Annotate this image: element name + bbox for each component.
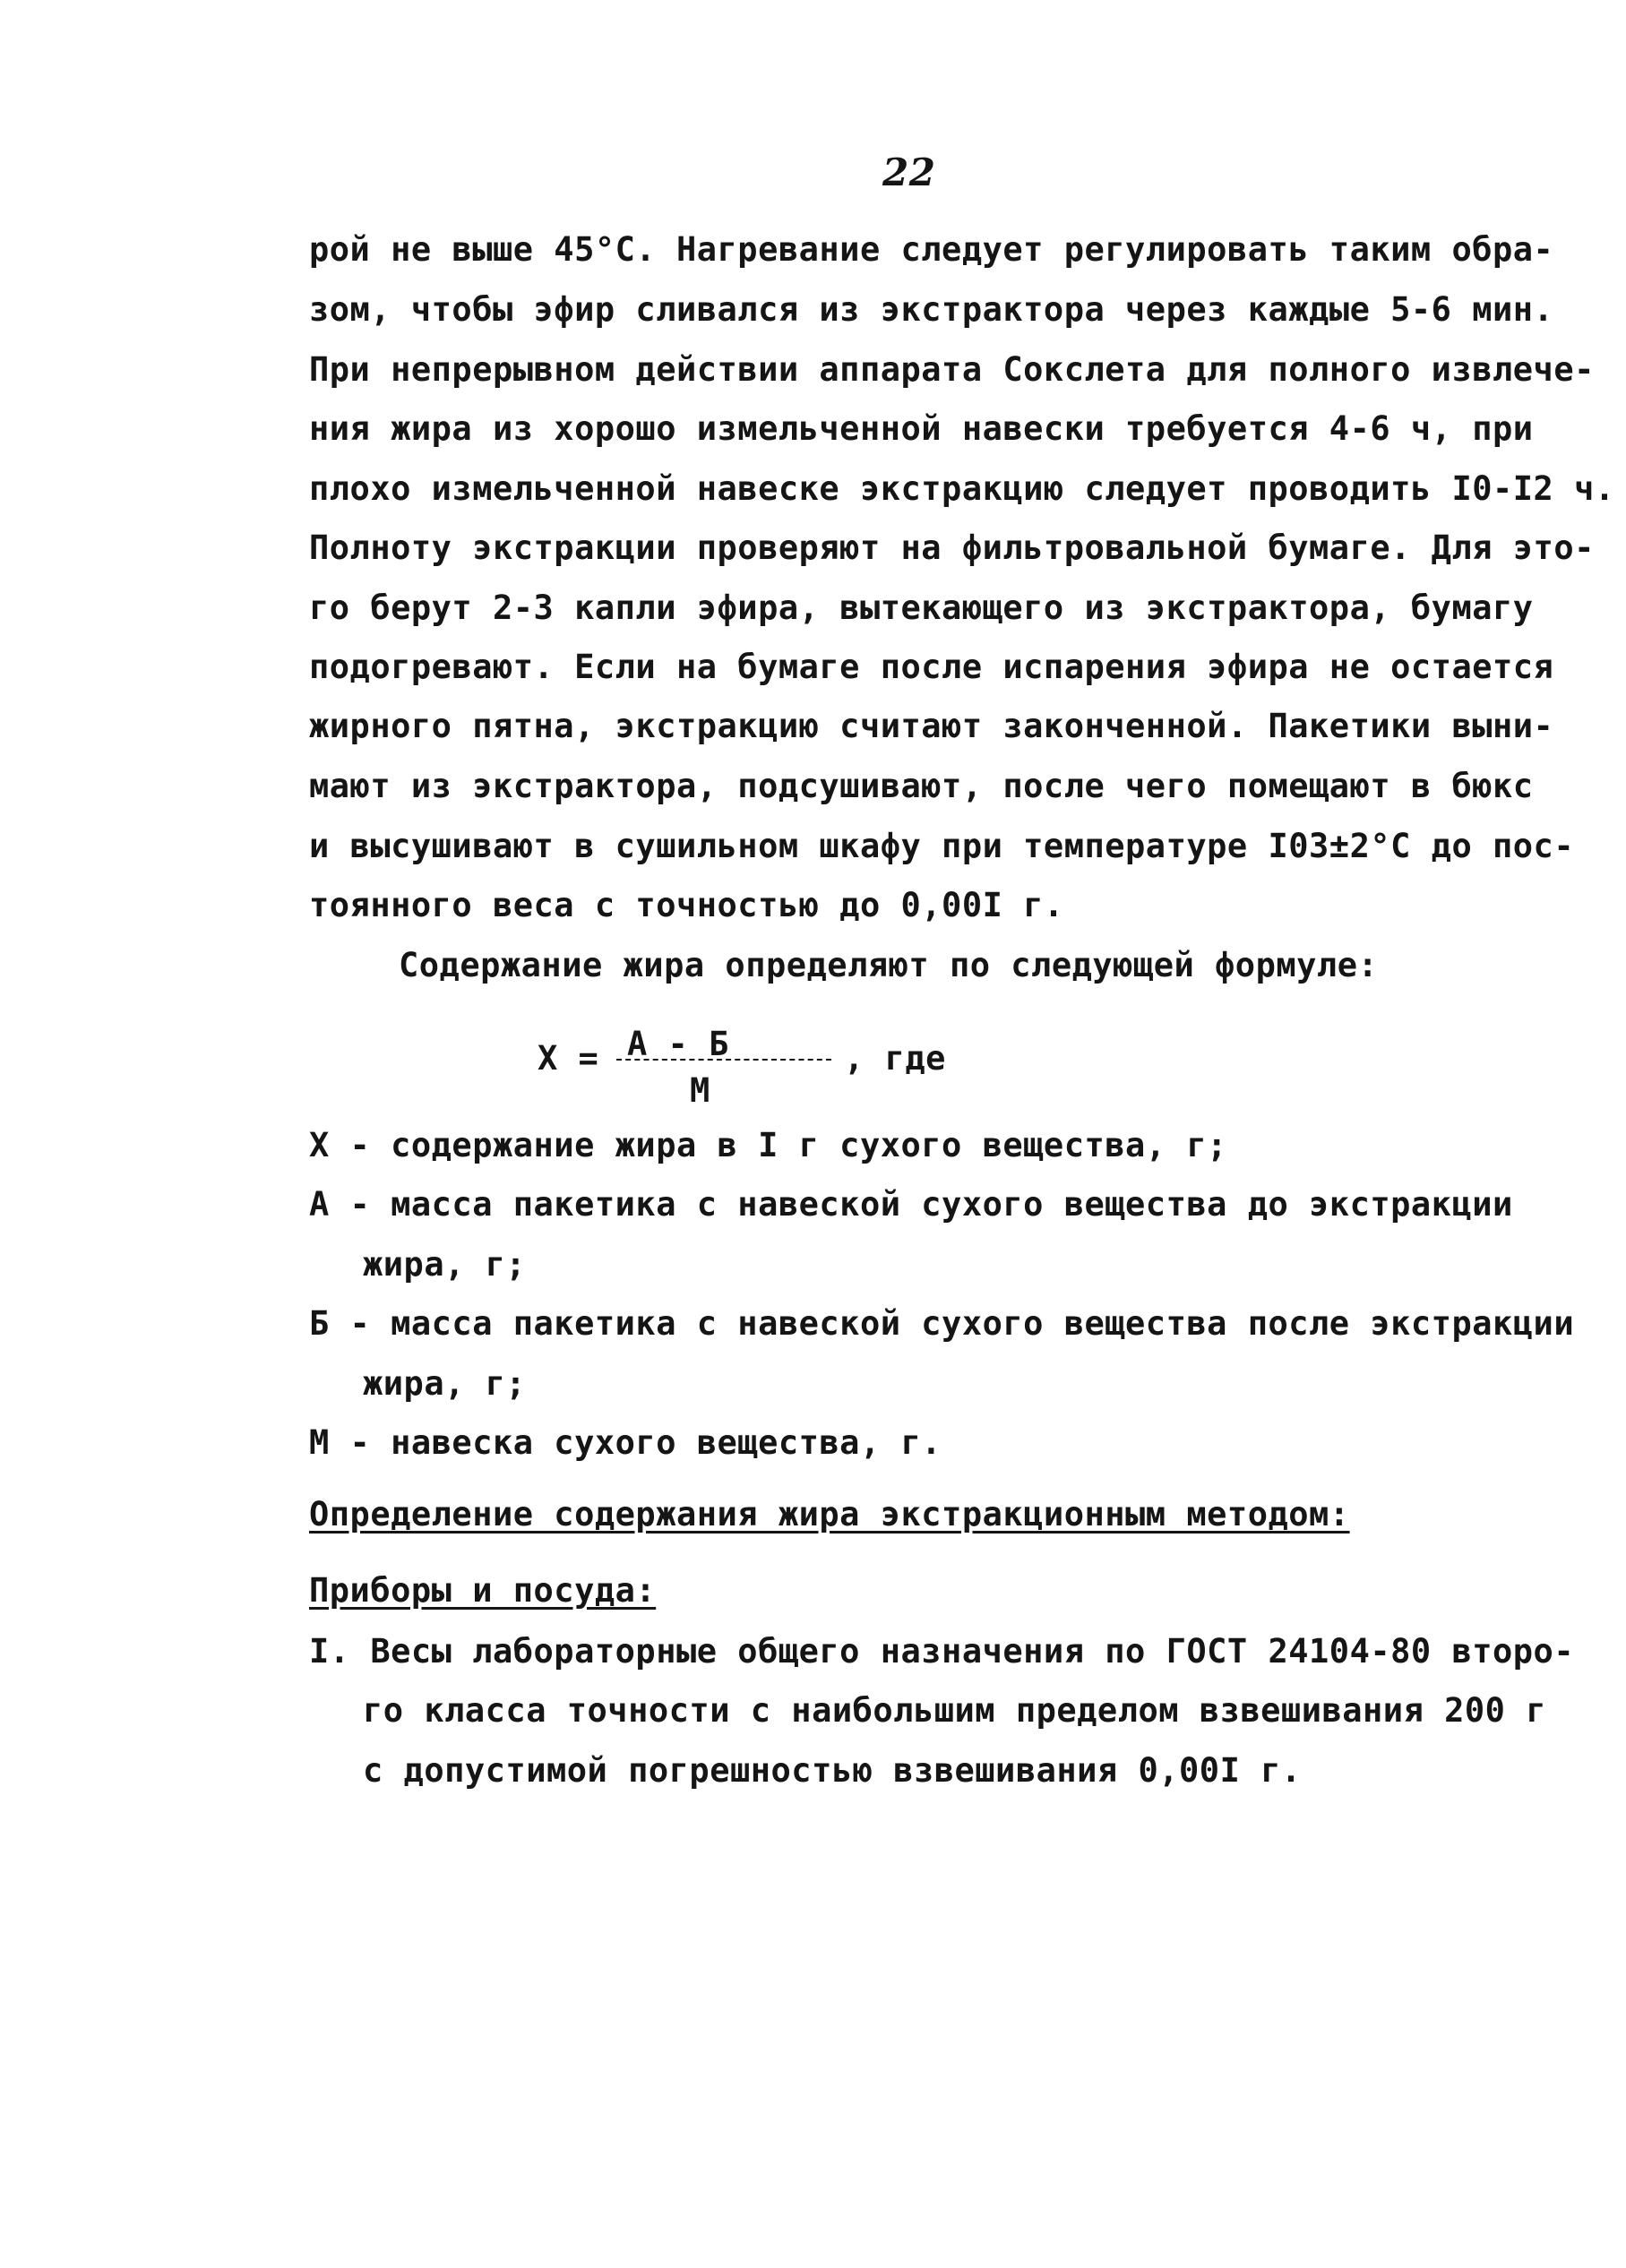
definition-item: М - навеска сухого вещества, г.	[309, 1423, 942, 1462]
list-item-continuation: го класса точности с наибольшим пределом взвешивания 200 г	[363, 1691, 1547, 1730]
definition-item: X - содержание жира в I г сухого вещества, г;	[309, 1126, 1227, 1164]
definition-item-continuation: жира, г;	[363, 1245, 527, 1284]
formula-lhs: X =	[538, 1039, 599, 1078]
fraction-bar	[616, 1059, 831, 1061]
paragraph-line: мают из экстрактора, подсушивают, после чего помещают в бюкс	[309, 767, 1534, 805]
page-number: 22	[882, 150, 936, 194]
formula-numerator: А - Б	[627, 1025, 729, 1063]
list-item-continuation: с допустимой погрешностью взвешивания 0,00I г.	[363, 1751, 1302, 1790]
formula-denominator: М	[690, 1071, 710, 1110]
paragraph-line: плохо измельченной навеске экстракцию следует проводить I0-I2 ч.	[309, 469, 1615, 508]
paragraph-line: го берут 2-3 капли эфира, вытекающего из экстрактора, бумагу	[309, 588, 1534, 627]
fat-content-formula	[538, 1025, 1003, 1127]
paragraph-line: При непрерывном действии аппарата Сокслета для полного извлече-	[309, 350, 1595, 389]
paragraph-line: жирного пятна, экстракцию считают законченной. Пакетики выни-	[309, 707, 1554, 745]
paragraph-line: подогревают. Если на бумаге после испарения эфира не остается	[309, 648, 1554, 686]
paragraph-line: тоянного веса с точностью до 0,00I г.	[309, 886, 1064, 924]
paragraph-line: и высушивают в сушильном шкафу при температуре I03±2°С до пос-	[309, 827, 1575, 865]
definition-item: А - масса пакетика с навеской сухого вещества до экстракции	[309, 1185, 1513, 1224]
section-heading: Определение содержания жира экстракционным методом:	[309, 1495, 1350, 1533]
paragraph-line: зом, чтобы эфир сливался из экстрактора через каждые 5-6 мин.	[309, 290, 1554, 329]
subsection-heading: Приборы и посуда:	[309, 1571, 657, 1610]
paragraph-line: ния жира из хорошо измельченной навески требуется 4-6 ч, при	[309, 409, 1534, 448]
definition-item: Б - масса пакетика с навеской сухого вещества после экстракции	[309, 1304, 1575, 1343]
formula-suffix: , где	[844, 1039, 946, 1078]
paragraph-line: Полноту экстракции проверяют на фильтровальной бумаге. Для это-	[309, 528, 1595, 567]
paragraph-line: рой не выше 45°С. Нагревание следует регулировать таким обра-	[309, 230, 1554, 269]
formula-intro: Содержание жира определяют по следующей формуле:	[399, 946, 1379, 984]
list-item: I. Весы лабораторные общего назначения по ГОСТ 24104-80 второ-	[309, 1632, 1575, 1671]
definition-item-continuation: жира, г;	[363, 1364, 527, 1403]
